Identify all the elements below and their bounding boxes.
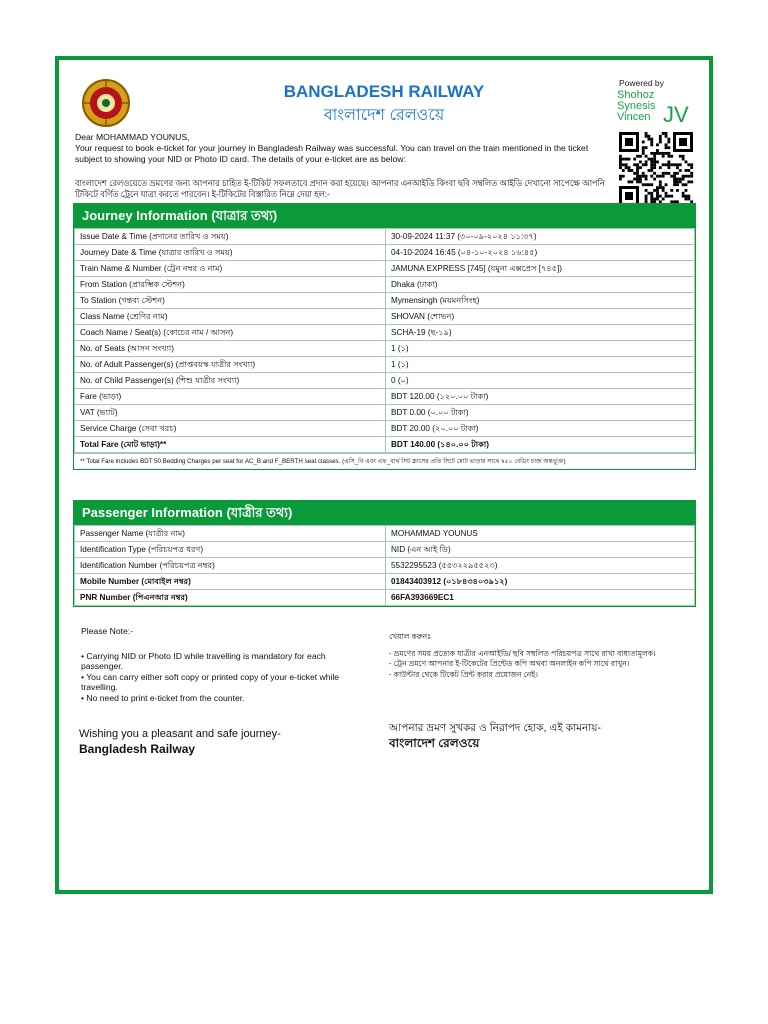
table-row — [75, 277, 695, 293]
row-value: JAMUNA EXPRESS [745] (যমুনা এক্সপ্রেস [৭৪৫]) — [386, 261, 695, 277]
intro-body: Your request to book e-ticket for your journey in Bangladesh Railway was successful. You can travel on the train mentioned in the ticket subject to showing your NID or Photo ID card. The details of your e-ticket are as below: — [75, 143, 589, 164]
table-row — [75, 574, 695, 590]
row-label: No. of Child Passenger(s) (শিশু যাত্রীর সংখ্যা) — [75, 373, 386, 389]
total-fare-footnote: ** Total Fare includes BDT 50 Bedding Charges per seat for AC_B and F_BERTH seat classes. (এসি_বি এবং এফ_বার্থ সিট ক্লাসের প্রতি সিটে মোট ভাড়ার সাথে ৳৫০ বেডিং চার্জ অন্তর্ভুক্ত) — [74, 453, 695, 469]
notes-english-list — [81, 651, 361, 704]
row-label: Passenger Name (যাত্রীর নাম) — [75, 526, 386, 542]
row-label: Class Name (শ্রেণির নাম) — [75, 309, 386, 325]
notes-bangla — [389, 632, 689, 680]
row-value: 66FA393669EC1 — [386, 590, 695, 606]
note-item: - ট্রেন ভ্রমণে আপনার ই-টিকেটের প্রিন্টেড কপি অথবা অনলাইন কপি সাথে রাখুন। — [389, 659, 630, 668]
passenger-information-heading: Passenger Information (যাত্রীর তথ্য) — [74, 501, 695, 525]
row-value: MOHAMMAD YOUNUS — [386, 526, 695, 542]
title-bangla: বাংলাদেশ রেলওয়ে — [323, 107, 445, 124]
row-value: 0 (০) — [386, 373, 695, 389]
closing-english — [79, 727, 281, 757]
note-item: • No need to print e-ticket from the counter. — [81, 692, 245, 703]
table-row — [75, 245, 695, 261]
notes-english-title: Please Note:- — [81, 626, 134, 636]
row-value: Mymensingh (ময়মনসিংহ) — [386, 293, 695, 309]
row-label: Identification Number (পরিচয়পত্র নম্বর) — [75, 558, 386, 574]
row-label: Identification Type (পরিচয়পত্র ধরণ) — [75, 542, 386, 558]
table-row — [75, 341, 695, 357]
brand-jv: JV — [663, 102, 689, 127]
brand-line-2: Synesis — [617, 100, 656, 112]
brand-line-1: Shohoz — [617, 89, 655, 101]
table-row — [75, 325, 695, 341]
ticket-frame — [55, 56, 713, 894]
row-label: Train Name & Number (ট্রেন নম্বর ও নাম) — [75, 261, 386, 277]
table-row — [75, 373, 695, 389]
qr-code-icon — [617, 130, 695, 208]
row-label: Coach Name / Seat(s) (কোচের নাম / আসন) — [75, 325, 386, 341]
row-label: No. of Seats (আসন সংখ্যা) — [75, 341, 386, 357]
notes-bangla-list — [389, 649, 689, 681]
row-label: Issue Date & Time (প্রদানের তারিখ ও সময়) — [75, 229, 386, 245]
row-value: BDT 120.00 (১২০.০০ টাকা) — [386, 389, 695, 405]
row-label: Fare (ভাড়া) — [75, 389, 386, 405]
greeting: Dear MOHAMMAD YOUNUS, — [75, 132, 190, 142]
row-label: Mobile Number (মোবাইল নম্বর) — [75, 574, 386, 590]
table-row — [75, 421, 695, 437]
row-value: SCHA-19 (ছ-১৯) — [386, 325, 695, 341]
passenger-information-section — [73, 500, 696, 607]
row-value: SHOVAN (শোভন) — [386, 309, 695, 325]
journey-information-section — [73, 203, 696, 470]
row-label: From Station (প্রারম্ভিক স্টেশন) — [75, 277, 386, 293]
row-label: PNR Number (পিএনআর নম্বর) — [75, 590, 386, 606]
notes-bangla-title: খেয়াল করুনঃ — [389, 632, 432, 641]
row-value: BDT 20.00 (২০.০০ টাকা) — [386, 421, 695, 437]
row-label: No. of Adult Passenger(s) (প্রাপ্তবয়স্ক যাত্রীর সংখ্যা) — [75, 357, 386, 373]
row-value: 5532295523 (৫৫৩২২৯৫৫২৩) — [386, 558, 695, 574]
row-value: 1 (১) — [386, 357, 695, 373]
powered-by-label: Powered by — [619, 78, 664, 88]
row-value: Dhaka (ঢাকা) — [386, 277, 695, 293]
row-value: BDT 0.00 (০.০০ টাকা) — [386, 405, 695, 421]
closing-bangla — [389, 721, 601, 751]
wish-text-bangla: আপনার ভ্রমণ সুখকর ও নিরাপদ হোক, এই কামনায়- — [389, 722, 601, 734]
row-label: Total Fare (মোট ভাড়া)** — [75, 437, 386, 453]
row-value: 30-09-2024 11:37 (৩০-০৯-২০২৪ ১১:৩৭) — [386, 229, 695, 245]
row-value: NID (এন আই ডি) — [386, 542, 695, 558]
row-label: To Station (গন্তব্য স্টেশন) — [75, 293, 386, 309]
note-item: • You can carry either soft copy or printed copy of your e-ticket while travelling. — [81, 671, 340, 692]
row-label: Journey Date & Time (যাত্রার তারিখ ও সময়) — [75, 245, 386, 261]
row-label: Service Charge (সেবা খরচ) — [75, 421, 386, 437]
journey-table — [74, 228, 695, 453]
intro-text-bangla: বাংলাদেশ রেলওয়েতে ভ্রমণের জন্য আপনার চাহিত ই-টিকিট সফলতাবে প্রদান করা হয়েছে। আপনার এনআইডি কিংবা ছবি সম্বলিত আইডি দেখানো সাপেক্ষে আপনি টিকিটে বর্ণিত ট্রেনে যাত্রা করতে পারবেন। ই-টিকিটের বিস্তারিত নিম্নে দেয়া হল:- — [75, 178, 605, 199]
intro-text — [75, 132, 615, 165]
note-item: - ভ্রমণের সময় প্রত্যেক যাত্রীর এনআইডি/ ছবি সম্বলিত পরিচয়পত্র সাথে রাখা বাধ্যতামূলক। — [389, 648, 656, 658]
row-value: 1 (১) — [386, 341, 695, 357]
row-value: 01843403912 (০১৮৪৩৪০৩৯১২) — [386, 574, 695, 590]
note-item: - কাউন্টার থেকে টিকেট প্রিন্ট করার প্রয়োজন নেই। — [389, 669, 538, 679]
row-value: 04-10-2024 16:45 (০৪-১০-২০২৪ ১৬:৪৫) — [386, 245, 695, 261]
notes-english — [81, 626, 361, 703]
table-row — [75, 437, 695, 453]
table-row — [75, 590, 695, 606]
table-row — [75, 558, 695, 574]
title-english: BANGLADESH RAILWAY — [283, 82, 485, 101]
vendor-brand — [617, 90, 656, 123]
table-row — [75, 261, 695, 277]
signature-bangla: বাংলাদেশ রেলওয়ে — [389, 736, 480, 750]
table-row — [75, 293, 695, 309]
table-row — [75, 405, 695, 421]
table-row — [75, 309, 695, 325]
journey-information-heading: Journey Information (যাত্রার তথ্য) — [74, 204, 695, 228]
signature-english: Bangladesh Railway — [79, 742, 196, 756]
table-row — [75, 357, 695, 373]
brand-line-3: Vincen — [617, 111, 651, 123]
row-label: VAT (ভ্যাট) — [75, 405, 386, 421]
table-row — [75, 229, 695, 245]
note-item: • Carrying NID or Photo ID while travelling is mandatory for each passenger. — [81, 650, 326, 671]
table-row — [75, 526, 695, 542]
table-row — [75, 389, 695, 405]
table-row — [75, 542, 695, 558]
wish-text-english: Wishing you a pleasant and safe journey- — [79, 728, 281, 740]
row-value: BDT 140.00 (১৪০.০০ টাকা) — [386, 437, 695, 453]
passenger-table — [74, 525, 695, 606]
